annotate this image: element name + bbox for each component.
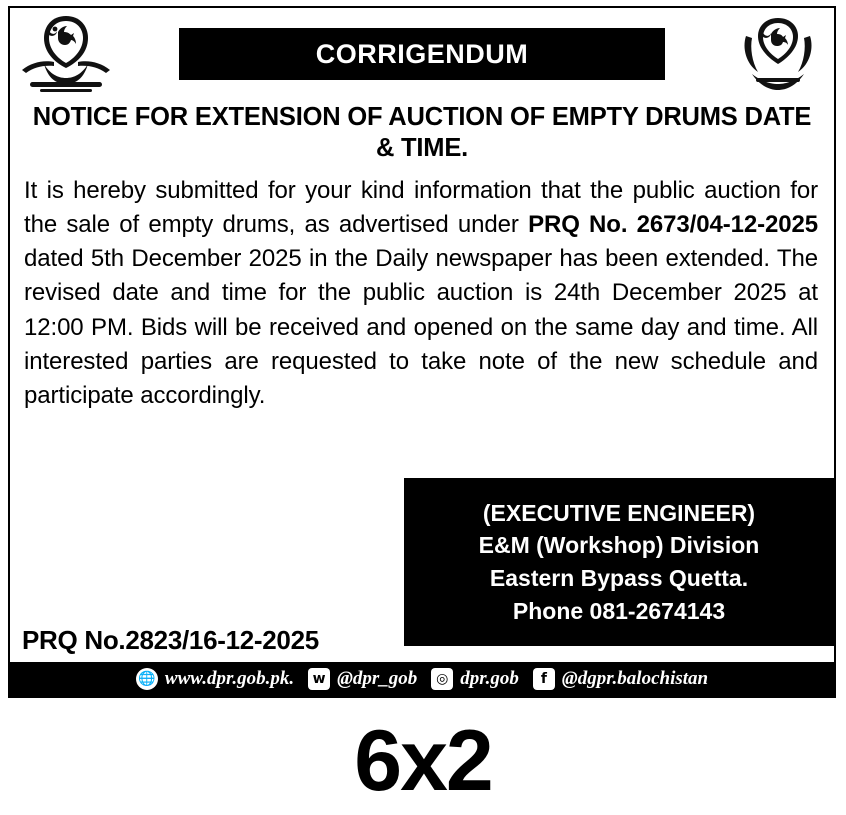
body-part-1: It is hereby submitted for your kind information that the public auction for the sale of empty drums, as advertised under: [24, 177, 818, 239]
corrigendum-banner: [179, 28, 665, 80]
body-part-2: dated 5th December 2025 in the Daily newspaper has been extended. The revised date and time for the public auction is 24th December 2025 at 12:00 PM. Bids will be received and opened on the same day and time. All interested parties are requested to take note of the new schedule and participate accordingly.: [24, 245, 818, 409]
footer-website[interactable]: [136, 668, 294, 690]
signature-line-1: (EXECUTIVE ENGINEER): [482, 499, 756, 526]
facebook-icon: f: [533, 668, 555, 690]
notice-box: [8, 6, 836, 698]
advert-reference: PRQ No. 2673/04-12-2025: [528, 211, 819, 239]
footer-facebook-label: @dgpr.balochistan: [561, 668, 709, 689]
ad-size-marker: 6x2: [354, 713, 492, 809]
globe-icon: 🌐: [136, 668, 158, 690]
footer-social-bar: [10, 662, 834, 696]
signature-line-2: E&M (Workshop) Division: [478, 532, 760, 559]
instagram-icon: ◎: [431, 668, 453, 690]
govt-balochistan-emblem: [14, 12, 118, 96]
footer-facebook[interactable]: [533, 668, 708, 690]
signature-line-3: Eastern Bypass Quetta.: [489, 565, 749, 591]
footer-instagram-label: dpr.gob: [460, 668, 519, 689]
footer-twitter[interactable]: [308, 668, 417, 690]
signature-line-4: Phone 081-2674143: [512, 597, 726, 624]
footer-website-label: www.dpr.gob.pk.: [164, 668, 295, 689]
prq-number: PRQ No.2823/16-12-2025: [22, 625, 319, 655]
notice-header: [10, 8, 834, 100]
notice-body: [24, 174, 818, 413]
corrigendum-label: CORRIGENDUM: [315, 38, 529, 69]
signature-block: [404, 478, 834, 646]
department-emblem: [726, 12, 830, 96]
footer-instagram[interactable]: [431, 668, 519, 690]
page-title: NOTICE FOR EXTENSION OF AUCTION OF EMPTY DRUMS DATE & TIME.: [32, 103, 812, 163]
twitter-icon: w: [308, 668, 330, 690]
footer-twitter-label: @dpr_gob: [337, 668, 418, 689]
signature-row: [10, 478, 834, 660]
